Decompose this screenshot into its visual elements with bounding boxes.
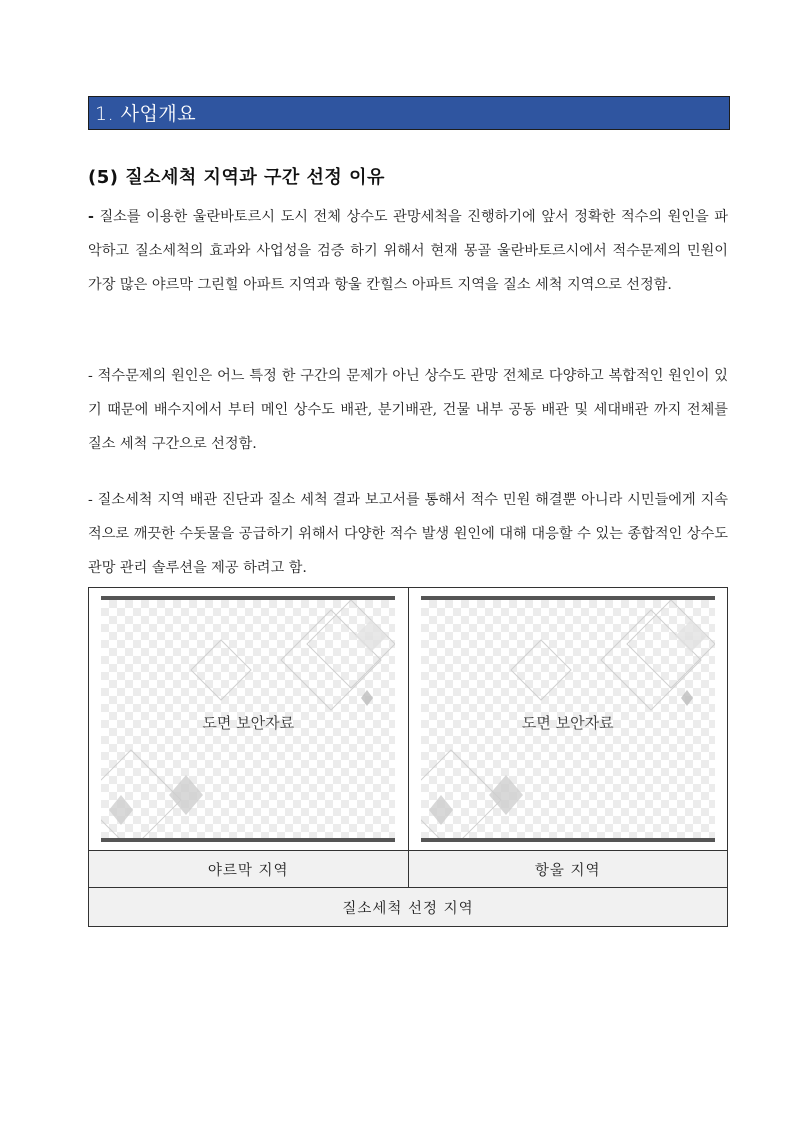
placeholder-label: 도면 보안자료 [521, 714, 614, 732]
paragraph-1 [88, 200, 728, 302]
secure-drawing-placeholder-right [421, 596, 715, 842]
secure-drawing-placeholder-left [101, 596, 395, 842]
bullet-dash: - [88, 492, 93, 508]
paragraph-text: 질소세척 지역 배관 진단과 질소 세척 결과 보고서를 통해서 적수 민원 해결뿐 아니라 시민들에게 지속적으로 깨끗한 수돗물을 공급하기 위해서 다양한 적수 발생 원인에 대해 대응할 수 있는 종합적인 상수도 관망 관리 솔루션을 제공 하려고 함. [88, 492, 728, 576]
bullet-dash: - [88, 368, 93, 384]
figure-cell-left [89, 588, 409, 851]
caption-left: 야르막 지역 [89, 851, 409, 888]
section-header-bar [88, 96, 730, 130]
placeholder-label: 도면 보안자료 [202, 714, 295, 732]
section-title: 1. 사업개요 [95, 103, 197, 125]
paragraph-2 [88, 359, 728, 461]
paragraph-text: 적수문제의 원인은 어느 특정 한 구간의 문제가 아닌 상수도 관망 전체로 다양하고 복합적인 원인이 있기 때문에 배수지에서 부터 메인 상수도 배관, 분기배관, 건물 내부 공동 배관 및 세대배관 까지 전체를 질소 세척 구간으로 선정함. [88, 368, 728, 452]
paragraph-text: 질소를 이용한 울란바토르시 도시 전체 상수도 관망세척을 진행하기에 앞서 정확한 적수의 원인을 파악하고 질소세척의 효과와 사업성을 검증 하기 위해서 현재 몽골 울란바토르시에서 적수문제의 민원이 가장 많은 야르막 그린힐 아파트 지역과 항울 칸힐스 아파트 지역을 질소 세척 지역으로 선정함. [88, 209, 728, 293]
bullet-dash: - [88, 209, 94, 225]
figure-table [88, 587, 728, 927]
figure-cell-right [408, 588, 728, 851]
paragraph-3 [88, 483, 728, 585]
caption-right: 항울 지역 [408, 851, 728, 888]
figure-footer-caption: 질소세척 선정 지역 [89, 888, 728, 927]
subheading: (5) 질소세척 지역과 구간 선정 이유 [88, 167, 385, 188]
